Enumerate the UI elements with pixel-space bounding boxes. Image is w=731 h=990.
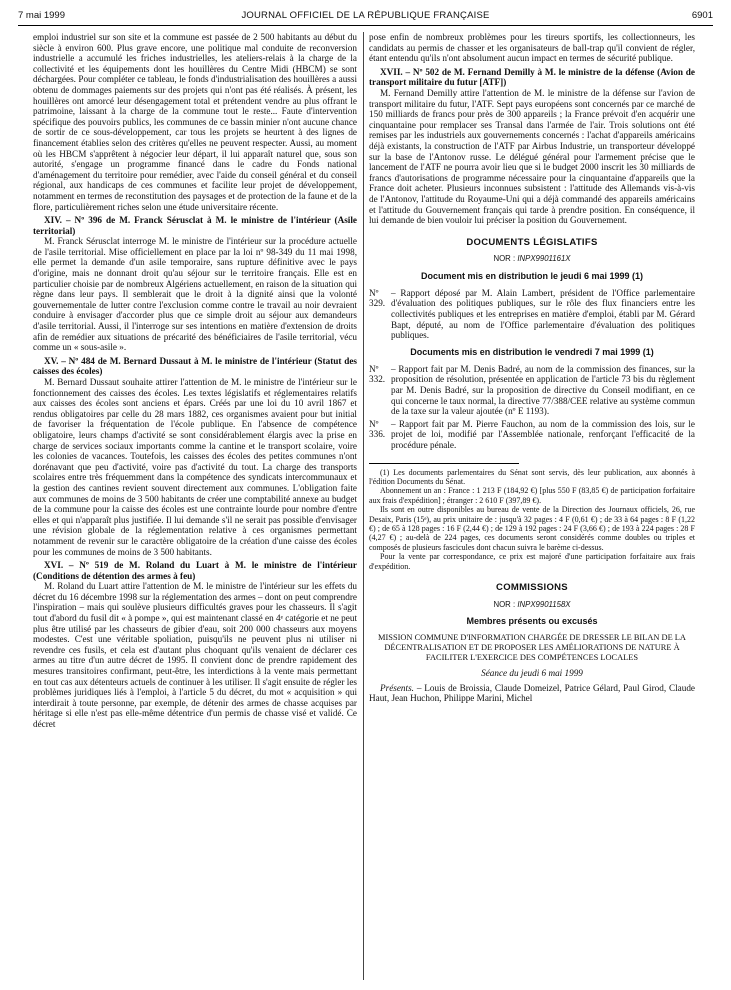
question-484-body: M. Bernard Dussaut souhaite attirer l'attention de M. le ministre de l'intérieur sur le fonctionnement des caisses des écoles. Les textes législatifs et réglementaires relatifs aux caisses des écoles sont anciens et épars. Créés par une loi du 10 avril 1867 et rendus obligatoires par celle du 28 mars 1882, ces organismes avaient pour but initial de favoriser la fréquentation de l'école publique. En l'absence de compétence obligatoire, leurs champs d'activité se sont considérablement élargis avec la prise en charge de services sociaux importants comme la cantine et le transport scolaire, voire les colonies de vacances. Toutefois, les caisses des écoles des petites communes n'ont dorénavant que peu d'activité, voire pas d'activité du tout. La charge des transports scolaires entre très fréquemment dans la compétence des syndicats intercommunaux et la gestion des cantines revient souvent directement aux communes. L'obligation faite aux communes de moins de 3 500 habitants de créer une comptabilité annexe au budget de la commune pour la caisse des écoles est une contrainte lourde pour nombre d'entre elles et qui n'apparaît plus justifiée. Il lui demande s'il ne serait pas possible d'envisager une révision globale de la réglementation relative à ces organismes permettant notamment de revenir sur le caractère obligatoire de la création d'une caisse des écoles pour les communes de moins de 3 500 habitants.	[33, 377, 357, 557]
report-text: – Rapport fait par M. Denis Badré, au nom de la commission des finances, sur la proposition de résolution, présentée en application de l'article 73 bis du règlement par M. Denis Badré, sur la proposition de directive du Conseil modifiant, en ce qui concerne le taux normal, la directive 77/388/CEE relative au système commun de la taxe sur la valeur ajoutée (nº E 1193).	[391, 363, 695, 417]
report-entry-336	[369, 419, 695, 451]
question-396-title: XIV. – Nº 396 de M. Franck Sérusclat à M. le ministre de l'intérieur (Asile territorial)	[33, 215, 357, 236]
report-number: Nº 329.	[369, 287, 386, 309]
distribution-heading-2: Documents mis en distribution le vendredi 7 mai 1999 (1)	[410, 346, 654, 357]
running-header	[18, 8, 713, 24]
report-entry-329	[369, 288, 695, 341]
header-rule	[18, 25, 713, 26]
nor-code: INPX9901161X	[517, 254, 571, 264]
question-502-body: M. Fernand Demilly attire l'attention de M. le ministre de la défense sur l'avion de transport militaire du futur, l'ATF. Sept pays européens sont concernés par ce marché de 150 milliards de francs pour près de 300 appareils ; la France prévoit d'en acquérir une cinquantaine pour remplacer ses Transal dans l'armée de l'air. Trois solutions ont été remises par les industriels aux gouvernements concernés : l'achat d'appareils américains déjà existants, la construction de l'ATF par Airbus Industrie, un transporteur développé sur la base de l'Antonov russe. Le délégué général pour l'armement précise que le lancement de l'ATF ne pourra avoir lieu que si le budget 2000 inscrit les 30 milliards de francs d'autorisations de programme nécessaire pour la cinquantaine d'appareils que la France doit acheter. Plusieurs inconnues subsistent : l'attitude des Allemands vis-à-vis de l'Antonov, l'attitude du Royaume-Uni qui a déjà commandé des appareils américains et l'attitude du Gouvernement français qui tarde à prendre position. En conséquence, il lui demande de bien vouloir lui préciser la position du Gouvernement.	[369, 87, 695, 226]
report-text: – Rapport fait par M. Pierre Fauchon, au nom de la commission des lois, sur le projet de loi, modifié par l'Assemblée nationale, renforçant l'efficacité de la procédure pénale.	[391, 418, 695, 450]
right-column	[369, 32, 695, 704]
footnote-rule	[369, 463, 519, 464]
continuation-paragraph-2: pose enfin de nombreux problèmes pour les tireurs sportifs, les collectionneurs, les candidats au permis de chasser et les organisateurs de ball-trap qu'il convient de régler, étant entendu qu'ils n'ont absolument aucun impact en termes de sécurité publique.	[369, 32, 695, 64]
question-519-title: XVI. – Nº 519 de M. Roland du Luart à M. le ministre de l'intérieur (Conditions de détention des armes à feu)	[33, 560, 357, 581]
nor-line-2	[369, 600, 695, 611]
header-date: 7 mai 1999	[18, 10, 66, 21]
nor-label: NOR :	[493, 599, 516, 609]
footnote-prices: Ils sont en outre disponibles au bureau de vente de la Direction des Journaux officiels, 26, rue Desaix, Paris (15ᵉ), au prix unitaire de : jusqu'à 32 pages : 4 F (0,61 €) ; de 33 à 64 pages : 8 F (1,22 €) ; de 65 à 128 pages : 16 F (2,44 €) ; de 129 à 192 pages : 24 F (3,66 €) ; de 193 à 224 pages : 28 F (4,27 €) ; au-delà de 224 pages, ces documents seront considérés comme doubles ou triples et composés de plusieurs fascicules dont chacun suivra le barème ci-dessus.	[369, 505, 695, 552]
header-journal-title: JOURNAL OFFICIEL DE LA RÉPUBLIQUE FRANÇAISE	[241, 10, 490, 21]
continuation-paragraph: emploi industriel sur son site et la commune est passée de 2 500 habitants au début du siècle à environ 600. Plus grave encore, une politique mal conduite de reconversion industrielle a accumulé les friches industrielles, les ateliers-relais à la charge de la collectivité et les équipements dont les houillères du Centre Midi (HBCM) se sont déchargées. Pour compléter ce tableau, le fonds d'industrialisation des houillères a aussi obtenu de dommages paiements sur des projets qui n'ont pas été réalisés. À présent, les houillères ont amorcé leur désengagement total et prétendent vendre au plus offrant le patrimoine, laissant à la charge de la commune tout le reste... Faute d'intervention spécifique des pouvoirs publics, les communes de ce bassin minier n'ont aucune chance de sortir de ce sous-développement, car tous les projets se heurtent à des lignes de financement établies selon des critères qu'elles ne peuvent respecter. Aussi, au moment où les HBCM s'apprêtent à négocier leur départ, il lui apparaît naturel que, sous son autorité, s'engage un programme financé dans le cadre du Fonds national d'aménagement du territoire pour remédier, avec l'aide du conseil général et du conseil régional, aux handicaps de ces communes et facilite leur projet de développement, notamment en termes de reconstitution des paysages et de protection de la faune et de la flore, particulièrement riches selon une étude universitaire récente.	[33, 32, 357, 212]
mission-title: MISSION COMMUNE D'INFORMATION CHARGÉE DE DRESSER LE BILAN DE LA DÉCENTRALISATION ET DE PROPOSER LES AMÉLIORATIONS DE NATURE À FACILITER L'EXERCICE DES COMPÉTENCES LOCALES	[378, 633, 686, 663]
report-entry-332	[369, 364, 695, 417]
distribution-heading-1: Document mis en distribution le jeudi 6 mai 1999 (1)	[420, 270, 644, 281]
footnote-subscription: Abonnement un an : France : 1 213 F (184,92 €) [plus 550 F (83,85 €) de participation forfaitaire aux frais d'expédition] ; étranger : 2 610 F (397,89 €).	[369, 486, 695, 505]
nor-code: INPX9901158X	[517, 599, 571, 609]
left-column	[33, 32, 357, 730]
footnote-mail-order: Pour la vente par correspondance, ce prix est majoré d'une participation forfaitaire aux frais d'expédition.	[369, 552, 695, 571]
attendees-paragraph	[369, 683, 695, 704]
attendees-label: Présents.	[380, 682, 414, 693]
question-502-title: XVII. – Nº 502 de M. Fernand Demilly à M. le ministre de la défense (Avion de transport militaire du futur [ATF])	[369, 66, 695, 88]
members-heading: Membres présents ou excusés	[466, 616, 598, 627]
question-484-title: XV. – Nº 484 de M. Bernard Dussaut à M. le ministre de l'intérieur (Statut des caisses des écoles)	[33, 355, 357, 377]
session-date: Séance du jeudi 6 mai 1999	[481, 668, 583, 679]
section-title-commissions: COMMISSIONS	[496, 582, 568, 594]
attendees-list: – Louis de Broissia, Claude Domeizel, Patrice Gélard, Paul Girod, Claude Haut, Jean Huchon, Philippe Marini, Michel	[369, 682, 696, 704]
header-page-number: 6901	[691, 10, 713, 21]
report-number: Nº 336.	[369, 418, 386, 440]
nor-line-1	[369, 254, 695, 265]
nor-label: NOR :	[493, 254, 516, 264]
section-title-documents: DOCUMENTS LÉGISLATIFS	[466, 236, 598, 248]
report-number: Nº 332.	[369, 363, 386, 385]
report-text: – Rapport déposé par M. Alain Lambert, président de l'Office parlementaire d'évaluation des politiques publiques, sur le rôle des flux financiers entre les collectivités publiques et les entreprises en matière d'emploi, établi par M. Gérard Bapt, député, au nom de l'Office parlementaire d'évaluation des politiques publiques.	[391, 287, 695, 341]
question-519-body: M. Roland du Luart attire l'attention de M. le ministre de l'intérieur sur les effets du décret du 16 décembre 1998 sur la réglementation des armes – dont on peut comprendre l'inspiration – mais qui soulève plusieurs difficultés graves pour les chasseurs. Il s'agit tout d'abord du fusil dit « à pompe », qui est maintenant classé en 4ᵉ catégorie et ne peut plus être utilisé par les chasseurs de gibier d'eau, soit 200 000 chasseurs aux moyens modestes. C'est une véritable spoliation, puisqu'ils ne peuvent plus ni utiliser ni revendre ces fusils, et cela est d'autant plus choquant qu'ils venaient de déclarer ces armes au titre d'un autre décret de 1995. Il convient donc de prendre rapidement des mesures transitoires confirmant, peut-être, les interdictions à la vente mais permettant en tout cas aux détenteurs actuels de continuer à les utiliser. Il s'agit ensuite de régler les problèmes juridiques liés à l'emploi, à l'article 5 du décret, du mot « acquisition » qui interdirait à toute personne, par exemple, de détenir des armes de chasse acquises par héritage si elle n'est pas elle-même détentrice d'un permis de chasse visé et validé. Ce décret	[33, 581, 358, 729]
footnote-1: (1) Les documents parlementaires du Sénat sont servis, dès leur publication, aux abonnés à l'édition Documents du Sénat.	[369, 467, 695, 486]
column-divider	[363, 32, 364, 980]
question-396-body: M. Franck Sérusclat interroge M. le ministre de l'intérieur sur la procédure actuelle de l'asile territorial. Mise officiellement en place par la loi nº 98-349 du 11 mai 1998, elle permet la demande d'un asile temporaire, sans rupture définitive avec le pays d'origine, mais ne donnant droit qu'au séjour sur le territoire français. Elle est en particulier choisie par de nombreux Algériens actuellement, en raison de la situation qui règne dans leur pays. Il semblerait que le droit à la dignité ainsi que la volonté gouvernementale de lutter contre l'exclusion comme contre le travail au noir devraient conduire à envisager d'accorder plus que ce simple droit au séjour aux demandeurs d'asile territorial. Aussi, il l'interroge sur ses intentions en matière d'extension de droits afin de remédier aux situations de précarité des bénéficiaires de l'asile territorial, vécu comme un « sous-asile ».	[33, 236, 357, 353]
